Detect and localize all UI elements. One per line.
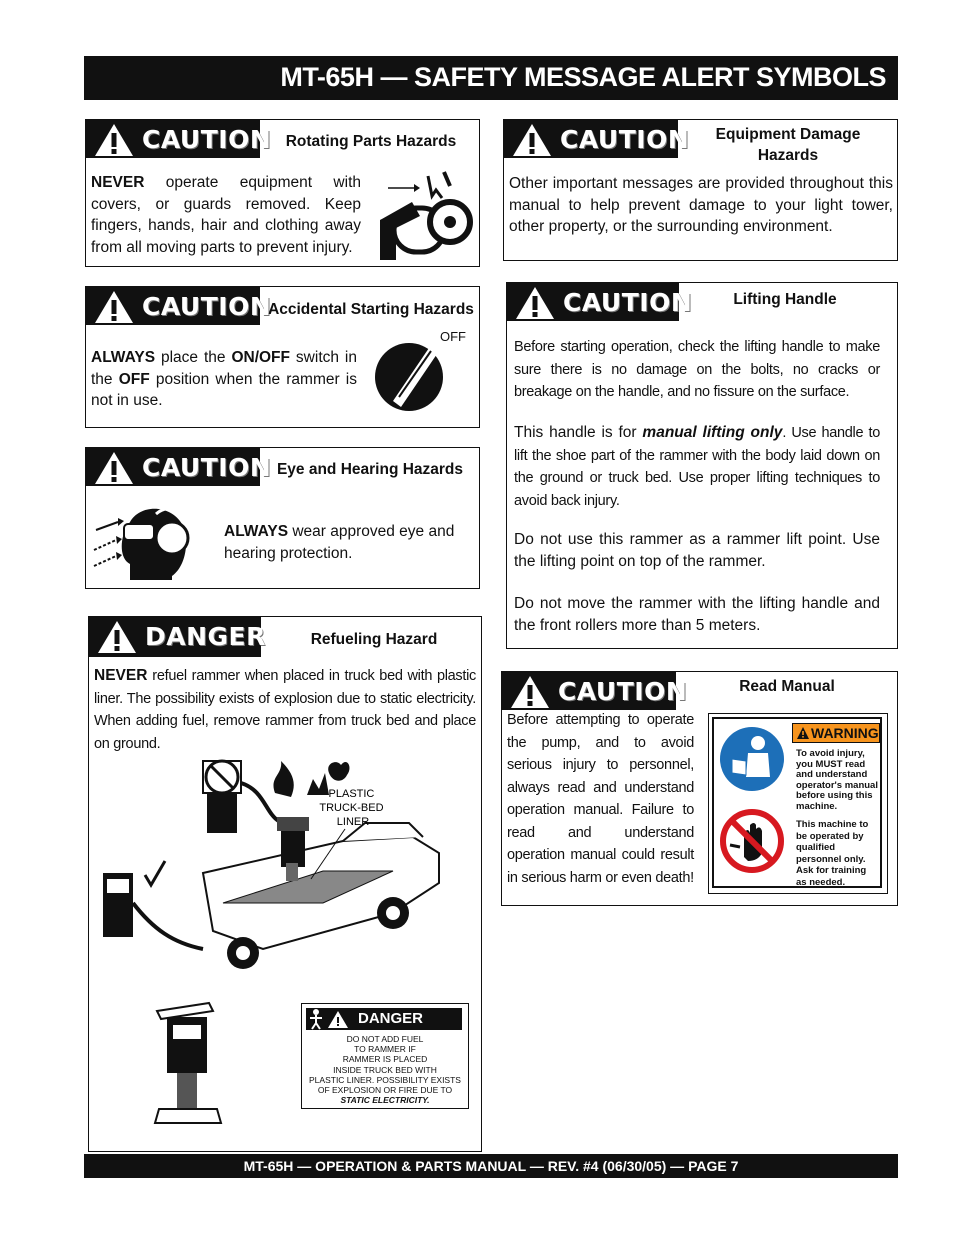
hazard-title: Equipment Damage Hazards (715, 126, 861, 164)
hazard-text: ALWAYS place the ON/OFF switch in the OFF position when the rammer is not in use. (91, 349, 357, 409)
lifting-p1: Before starting operation, check the lifting handle to make sure there is no damage on the bolts, no cracks or breakage on the handle, and no fissure on the surface. (514, 339, 880, 400)
warning-triangle-icon (94, 290, 134, 324)
refueling-illustration (93, 753, 477, 1003)
warning-triangle-icon (512, 123, 552, 157)
page-header (84, 56, 898, 100)
eye-hearing-box (85, 447, 480, 589)
lifting-p2: This handle is for manual lifting only. Use handle to lift the shoe part of the rammer with the body laid down on the ground or truck bed. Use proper lifting techniques to avoid back injury. (514, 424, 880, 509)
hazard-title: Read Manual (739, 678, 835, 695)
hazard-title: Lifting Handle (733, 291, 837, 308)
warning-triangle-icon (94, 123, 134, 157)
equipment-damage-box (503, 119, 898, 261)
warning-decal (708, 713, 888, 894)
ignition-switch-icon (373, 327, 453, 417)
hazard-text: NEVER operate equipment with covers, or guards removed. Keep fingers, hands, hair and clothing away from all moving parts to prevent injury. (91, 174, 361, 256)
warning-triangle-icon (97, 620, 137, 654)
hazard-text: Before attempting to operate the pump, and to avoid serious injury to personnel, always read and understand operation manual. Failure to read and understand operation manual could result in serious harm or even death! (507, 712, 694, 886)
hazard-title: Refueling Hazard (310, 631, 438, 648)
footer-text: MT-65H — OPERATION & PARTS MANUAL — REV. #4 (06/30/05) — PAGE 7 (243, 1158, 739, 1174)
hazard-title: Eye and Hearing Hazards (276, 461, 464, 478)
caution-label: CAUTION (504, 120, 678, 158)
warning-triangle-icon (94, 451, 134, 485)
warning-text-1: To avoid injury, you MUST read and understand operator's manual before using this machine. (796, 748, 878, 812)
eye-ear-protection-icon (90, 494, 200, 584)
page-footer (84, 1154, 898, 1178)
danger-label: DANGER (89, 617, 261, 657)
warning-text-2: This machine to be operated by qualified personnel only. Ask for training as needed. (796, 819, 869, 888)
fire-icon (273, 761, 293, 797)
lifting-p3: Do not use this rammer as a rammer lift point. Use the lifting point on top of the rammer. (514, 531, 880, 570)
caution-label: CAUTION (502, 672, 676, 710)
person-warning-icon (308, 1008, 352, 1030)
warning-triangle-icon (515, 286, 555, 320)
liner-label: PLASTIC TRUCK-BED LINER (319, 788, 384, 828)
caution-label: CAUTION (86, 448, 260, 486)
caution-label: CAUTION (86, 287, 260, 325)
hazard-text: Other important messages are provided throughout this manual to help prevent damage to your light tower, other property, or the surrounding environment. (509, 175, 893, 235)
lifting-p4: Do not move the rammer with the lifting handle and the front rollers more than 5 meters. (514, 595, 880, 634)
rotating-belt-icon (376, 168, 472, 260)
lifting-handle-box (506, 282, 898, 649)
decal-text: DO NOT ADD FUEL TO RAMMER IF RAMMER IS PLACED INSIDE TRUCK BED WITH PLASTIC LINER. POSSIBILITY EXISTS OF EXPLOSION OR FIRE DUE TO STATIC ELECTRICITY. (309, 1034, 461, 1106)
refueling-box (88, 616, 482, 1152)
warning-header: WARNING (792, 723, 880, 743)
caution-label: CAUTION (507, 283, 679, 321)
switch-off-label: OFF (440, 329, 466, 344)
rotating-parts-box (85, 119, 480, 267)
warning-triangle-icon (510, 675, 550, 709)
no-hand-icon (718, 807, 786, 875)
caution-label: CAUTION (86, 120, 260, 158)
page-title: MT-65H — SAFETY MESSAGE ALERT SYMBOLS (280, 62, 886, 92)
hazard-text: ALWAYS wear approved eye and hearing protection. (224, 523, 455, 562)
accidental-starting-box (85, 286, 480, 428)
read-manual-box (501, 671, 898, 906)
danger-decal: DANGER DO NOT ADD FUEL TO RAMMER IF RAMMER IS PLACED INSIDE TRUCK BED WITH PLASTIC LINER. POSSIBILITY EXISTS OF EXPLOSION OR FIRE DUE TO STATIC ELECTRICITY. (301, 1003, 469, 1109)
hazard-title: Rotating Parts Hazards (285, 133, 457, 150)
read-manual-icon (718, 725, 786, 793)
rammer-icon (149, 997, 229, 1137)
warning-triangle-icon (796, 726, 810, 740)
hazard-title: Accidental Starting Hazards (268, 301, 474, 318)
hazard-text: NEVER refuel rammer when placed in truck bed with plastic liner. The possibility exists of explosion due to static electricity. When adding fuel, remove rammer from truck bed and place on ground. (94, 667, 476, 752)
